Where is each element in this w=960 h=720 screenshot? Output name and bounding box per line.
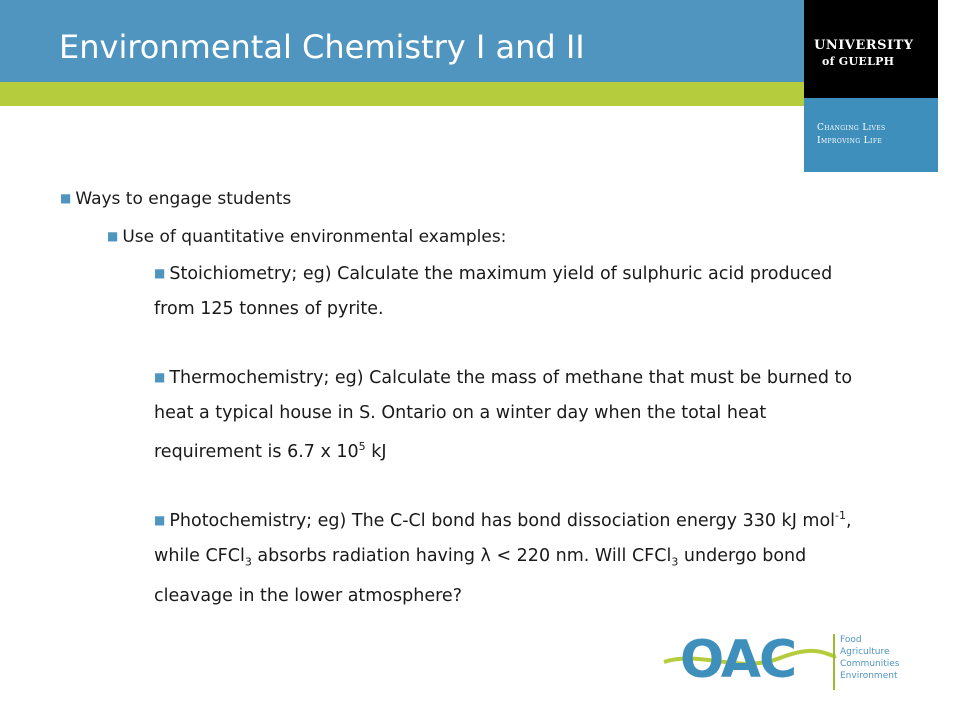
logo-guelph-text: of GUELPH — [822, 55, 895, 68]
square-bullet-icon: ■ — [107, 229, 119, 243]
bullet-text: Stoichiometry; eg) Calculate the maximum yield of sulphuric acid produced from 125 tonnes of pyrite. — [154, 264, 833, 319]
exponent: -1 — [835, 509, 846, 522]
bullet-thermochemistry — [154, 361, 874, 469]
university-of-guelph-logo — [804, 0, 938, 172]
subscript: 3 — [671, 555, 679, 569]
oac-divider — [833, 634, 835, 690]
bullet-text: undergo bond cleavage in the lower atmosphere? — [154, 545, 807, 607]
oac-logo — [660, 628, 920, 698]
oac-word: Food — [840, 635, 862, 645]
square-bullet-icon: ■ — [154, 512, 166, 527]
subscript: 3 — [244, 555, 252, 569]
bullet-text: Thermochemistry; eg) Calculate the mass of methane that must be burned to heat a typical house in S. Ontario on a winter day when the total heat requirement is 6.7 x 10 — [154, 368, 853, 462]
bullet-level-1 — [60, 189, 291, 209]
oac-word: Environment — [840, 671, 898, 681]
bullet-photochemistry — [154, 499, 874, 613]
bullet-stoichiometry — [154, 257, 874, 326]
square-bullet-icon: ■ — [60, 191, 72, 205]
bullet-text: Use of quantitative environmental examples: — [122, 227, 507, 247]
oac-words — [840, 634, 900, 682]
oac-word: Agriculture — [840, 647, 890, 657]
square-bullet-icon: ■ — [154, 266, 166, 280]
slide-title: Environmental Chemistry I and II — [59, 28, 585, 66]
bullet-text: absorbs radiation having λ < 220 nm. Will CFCl — [251, 545, 672, 566]
exponent: 5 — [358, 440, 366, 453]
accent-band — [0, 82, 804, 106]
bullet-text-unit: kJ — [365, 441, 387, 462]
tagline-line-2: Improving Life — [817, 136, 883, 146]
tagline-line-1: Changing Lives — [817, 123, 886, 133]
bullet-level-2 — [107, 227, 506, 247]
logo-tagline — [804, 98, 938, 172]
oac-word: Communities — [840, 659, 900, 669]
bullet-text: Ways to engage students — [75, 189, 292, 209]
oac-letters: OAC — [680, 630, 796, 690]
logo-university-text: UNIVERSITY — [814, 38, 914, 53]
square-bullet-icon: ■ — [154, 370, 166, 384]
bullet-text: , while CFCl — [154, 510, 852, 566]
logo-wordmark-area — [804, 0, 938, 98]
bullet-text: Photochemistry; eg) The C-Cl bond has bond dissociation energy 330 kJ mol — [169, 510, 836, 531]
